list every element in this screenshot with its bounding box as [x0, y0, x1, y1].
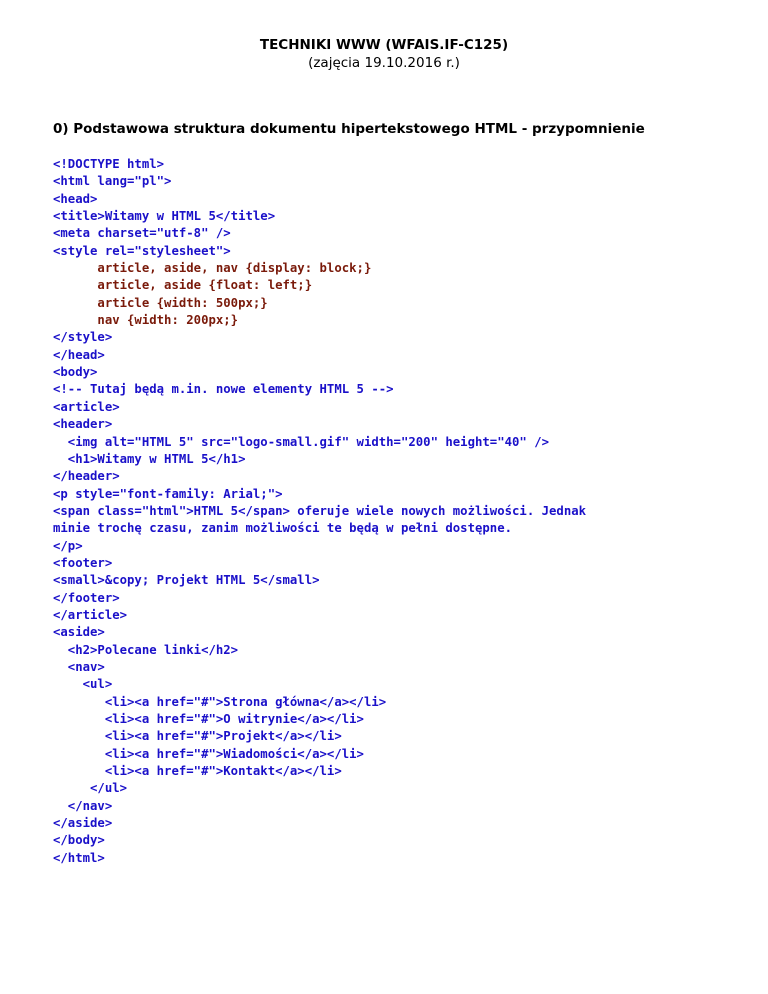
code-line: </nav> — [53, 798, 113, 813]
code-line: <p style="font-family: Arial;"> — [53, 486, 283, 501]
document-subtitle: (zajęcia 19.10.2016 r.) — [308, 55, 460, 71]
code-line-css: article, aside, nav {display: block;} — [53, 261, 372, 276]
code-line: </p> — [53, 538, 83, 553]
code-line: <li><a href="#">Wiadomości</a></li> — [53, 746, 364, 761]
code-line: </article> — [53, 607, 128, 622]
document-title: TECHNIKI WWW (WFAIS.IF-C125) — [259, 37, 509, 53]
code-line: <li><a href="#">O witrynie</a></li> — [53, 712, 364, 726]
code-line: </html> — [53, 850, 105, 865]
document-header — [0, 36, 768, 72]
code-line: minie trochę czasu, zanim możliwości te będą w pełni dostępne. — [53, 521, 513, 536]
code-line: <nav> — [53, 659, 105, 674]
code-line: <li><a href="#">Strona główna</a></li> — [53, 694, 387, 709]
code-line: </footer> — [53, 590, 120, 605]
code-line: <title>Witamy w HTML 5</title> — [53, 209, 276, 224]
code-line-css: article {width: 500px;} — [53, 295, 268, 310]
code-line: <!-- Tutaj będą m.in. nowe elementy HTML 5 --> — [53, 382, 394, 397]
code-line: <meta charset="utf-8" /> — [53, 226, 231, 241]
code-line: <head> — [53, 191, 98, 206]
code-line-css: nav {width: 200px;} — [53, 313, 239, 328]
code-line: <!DOCTYPE html> — [53, 157, 165, 171]
code-line: <header> — [53, 417, 113, 432]
code-line: <small>&copy; Projekt HTML 5</small> — [53, 573, 320, 588]
code-line: <body> — [53, 365, 98, 380]
code-line: <article> — [53, 399, 120, 414]
code-listing — [53, 156, 733, 867]
code-line-css: article, aside {float: left;} — [53, 278, 313, 293]
code-line: <style rel="stylesheet"> — [53, 243, 231, 258]
code-line: </header> — [53, 469, 120, 484]
code-line: <html lang="pl"> — [53, 174, 172, 189]
code-line: <ul> — [53, 677, 113, 692]
code-line: </ul> — [53, 781, 128, 796]
code-line: <h1>Witamy w HTML 5</h1> — [53, 451, 246, 466]
code-line: <h2>Polecane linki</h2> — [53, 642, 239, 657]
code-line: <span class="html">HTML 5</span> oferuje wiele nowych możliwości. Jednak — [53, 503, 587, 518]
code-line: </head> — [53, 347, 105, 362]
code-line: <img alt="HTML 5" src="logo-small.gif" width="200" height="40" /> — [53, 434, 550, 449]
code-line: <li><a href="#">Kontakt</a></li> — [53, 764, 342, 779]
code-line: </aside> — [53, 816, 113, 831]
code-line: </body> — [53, 833, 105, 848]
section-heading: 0) Podstawowa struktura dokumentu hipertekstowego HTML - przypomnienie — [53, 121, 645, 137]
code-line: <li><a href="#">Projekt</a></li> — [53, 729, 342, 744]
code-line: <footer> — [53, 555, 113, 570]
code-line: </style> — [53, 330, 113, 345]
code-line: <aside> — [53, 625, 105, 640]
